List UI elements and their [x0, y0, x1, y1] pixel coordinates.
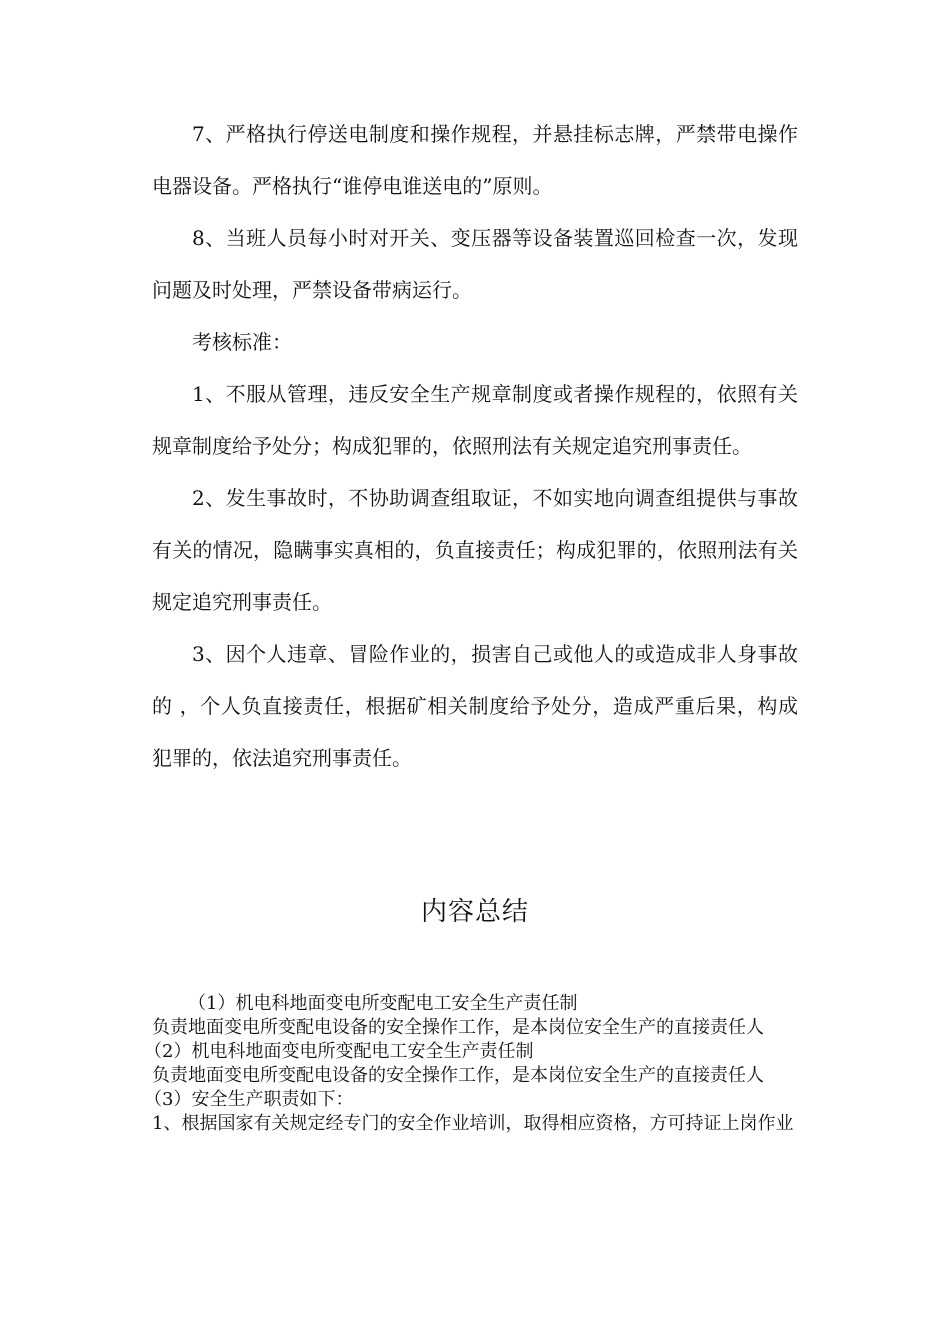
summary-line: （3）安全生产职责如下： — [144, 1089, 354, 1110]
summary-line: 负责地面变电所变配电设备的安全操作工作，是本岗位安全生产的直接责任人 — [152, 1017, 764, 1038]
summary-section — [144, 992, 802, 1136]
body-text — [152, 108, 798, 784]
assessment-item-1: 1、不服从管理，违反安全生产规章制度或者操作规程的，依照有关规章制度给予处分；构成犯罪的，依照刑法有关规定追究刑事责任。 — [152, 382, 798, 458]
paragraph-8: 8、当班人员每小时对开关、变压器等设备装置巡回检查一次，发现问题及时处理，严禁设备带病运行。 — [152, 226, 798, 302]
assessment-item-3: 3、因个人违章、冒险作业的，损害自己或他人的或造成非人身事故的 ，个人负直接责任，根据矿相关制度给予处分，造成严重后果，构成犯罪的，依法追究刑事责任。 — [152, 642, 798, 770]
summary-line: （1）机电科地面变电所变配电工安全生产责任制 — [188, 993, 578, 1014]
paragraph-7: 7、严格执行停送电制度和操作规程，并悬挂标志牌，严禁带电操作电器设备。严格执行“谁停电谁送电的”原则。 — [152, 122, 798, 198]
summary-line: 1、根据国家有关规定经专门的安全作业培训，取得相应资格，方可持证上岗作业 — [152, 1113, 794, 1134]
summary-line: （2）机电科地面变电所变配电工安全生产责任制 — [144, 1041, 534, 1062]
summary-line: 负责地面变电所变配电设备的安全操作工作，是本岗位安全生产的直接责任人 — [152, 1065, 764, 1086]
assessment-item-2: 2、发生事故时，不协助调查组取证，不如实地向调查组提供与事故有关的情况，隐瞒事实真相的，负直接责任；构成犯罪的，依照刑法有关规定追究刑事责任。 — [152, 486, 798, 614]
summary-title: 内容总结 — [420, 897, 529, 927]
assessment-heading: 考核标准： — [192, 330, 292, 354]
